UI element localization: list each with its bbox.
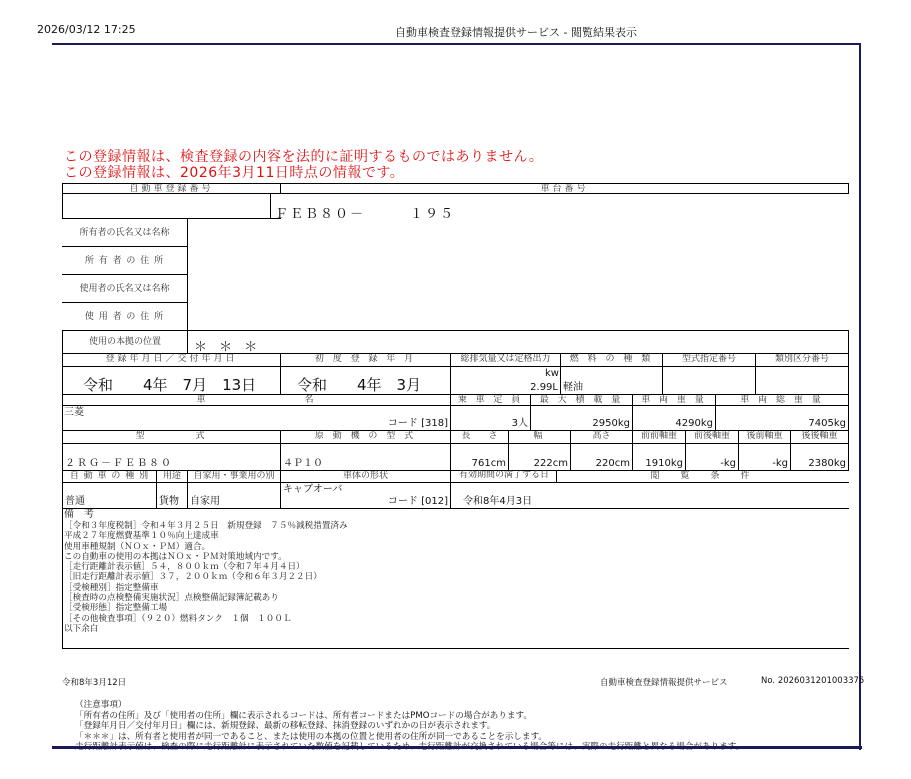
document-number: No. 20260312010033​75 [761, 676, 865, 686]
label-private: 自家用・事業用の別 [187, 470, 281, 483]
expiry-value: 令和8年4月3日 [463, 496, 533, 507]
notes [75, 700, 744, 753]
value-expiry [450, 482, 557, 509]
remarks-list [64, 521, 348, 634]
value-height [570, 443, 633, 471]
label-user-addr: 使 用 者 の 住 所 [62, 302, 188, 331]
label-height: 高さ [570, 430, 633, 444]
label-gross-weight: 車 両 総 重 量 [715, 394, 849, 406]
value-reg-date: 令和 4年 7月 13日 [62, 366, 281, 395]
value-private [187, 482, 281, 509]
issue-date: 令和8年3月12日 [62, 678, 127, 688]
remark-line: ［受検種別］指定整備車 [64, 582, 159, 593]
label-car-name: 車 名 [62, 394, 451, 406]
model-value: ２ＲＧ－ＦＥＢ８０ [65, 458, 173, 469]
notice-line: この登録情報は、検査登録の内容を法的に証明するものではありません。 [64, 149, 544, 165]
value-fuel [560, 366, 663, 395]
label-first-reg: 初 度 登 録 年 月 [280, 353, 451, 367]
label-fuel: 燃 料 の 種 類 [560, 353, 663, 367]
label-engine: 原 動 機 の 型 式 [280, 430, 451, 444]
value-body [280, 482, 451, 509]
remark-line: この自動車の使用の本拠はＮＯｘ・ＰＭ対策地域内です。 [64, 551, 287, 562]
remark-line: 以下余白 [64, 623, 99, 634]
capacity-value: 3人 [511, 418, 528, 429]
value-gross-weight [715, 405, 849, 431]
length-value: 761cm [471, 458, 506, 469]
label-capacity: 乗 車 定 員 [450, 394, 531, 406]
value-rf-axle [738, 443, 791, 471]
label-model: 型 式 [62, 430, 281, 444]
label-width: 幅 [508, 430, 571, 444]
label-fr-axle: 前後軸重 [685, 430, 739, 444]
label-rf-axle: 後前軸重 [738, 430, 791, 444]
car-code: コード [318] [387, 418, 448, 429]
print-datetime: 2026/03/12 17:25 [37, 23, 136, 36]
value-engine [280, 443, 451, 471]
label-length: 長 さ [450, 430, 509, 444]
value-displacement [450, 366, 561, 395]
value-class-no [755, 366, 849, 395]
rr-axle-value: 2380kg [808, 458, 846, 469]
value-reg-no [62, 193, 281, 219]
body-code: コード [012] [387, 496, 448, 507]
width-value: 222cm [533, 458, 568, 469]
value-view-conditions [556, 482, 849, 509]
remark-line: ［走行距離計表示値］５４，８００ｋｍ（令和７年４月４日） [64, 562, 305, 573]
body-value: キャブオーバ [283, 484, 343, 495]
label-class-no: 類別区分番号 [755, 353, 849, 367]
label-reg-date: 登録年月日／交付年月日 [62, 353, 281, 367]
label-kind: 自 動 車 の 種 別 [62, 470, 157, 483]
notes-title: （注意事項） [75, 700, 127, 710]
value-first-reg: 令和 4年 3月 [280, 366, 451, 395]
remark-line: 使用車種規制（ＮＯｘ・ＰＭ）適合。 [64, 541, 211, 552]
remark-line: ［旧走行距離計表示値］３７，２００ｋｍ（令和６年３月２２日） [64, 572, 322, 583]
height-value: 220cm [595, 458, 630, 469]
fr-axle-value: -kg [720, 458, 736, 469]
label-max-load: 最 大 積 載 量 [530, 394, 633, 406]
document-bottom-edge [52, 746, 862, 749]
value-length [450, 443, 509, 471]
note-line: 「所有者の住所」及び「使用者の住所」欄に表示されるコードは、所有者コードまたはPMOコードの場合があります。 [75, 710, 532, 721]
gross-weight-value: 7405kg [808, 418, 846, 429]
value-weight [632, 405, 716, 431]
value-type-no [662, 366, 756, 395]
car-name: 三菱 [64, 407, 84, 418]
kw-unit: kw [545, 368, 559, 379]
label-owner-addr: 所 有 者 の 住 所 [62, 246, 188, 275]
value-model [62, 443, 281, 471]
page-title: 自動車検査登録情報提供サービス - 閲覧結果表示 [395, 26, 637, 39]
kind-value: 普通 [65, 496, 85, 507]
label-reg-no: 自動車登録番号 [62, 183, 281, 194]
label-displacement: 総排気量又は定格出力 [450, 353, 561, 367]
rf-axle-value: -kg [772, 458, 788, 469]
value-width [508, 443, 571, 471]
weight-value: 4290kg [675, 418, 713, 429]
ff-axle-value: 1910kg [645, 458, 683, 469]
value-max-load [530, 405, 633, 431]
label-user-name: 使用者の氏名又は名称 [62, 274, 188, 303]
value-ff-axle [632, 443, 686, 471]
note-line: 「登録年月日／交付年月日」欄には、新規登録、最新の移転登録、抹消登録のいずれかの日が表示されます。 [75, 721, 496, 731]
value-base: ＊ ＊ ＊ [187, 330, 849, 354]
remark-line: ［検査時の点検整備実施状況］点検整備記録簿記載あり [64, 593, 279, 604]
label-expiry: 有効期間の満了する日 [450, 470, 557, 483]
use-value: 貨物 [159, 496, 179, 507]
private-value: 自家用 [190, 496, 220, 507]
label-rr-axle: 後後軸重 [790, 430, 849, 444]
fuel-value: 軽油 [563, 382, 583, 393]
value-fr-axle [685, 443, 739, 471]
remarks-box [62, 508, 849, 649]
value-kind [62, 482, 157, 509]
label-use: 用途 [156, 470, 188, 483]
label-chassis-no: 車台番号 [280, 183, 849, 194]
max-load-value: 2950kg [592, 418, 630, 429]
value-chassis-no: ＦＥＢ８０－ １９５ [270, 193, 849, 219]
displacement-value: 2.99L [530, 382, 558, 393]
value-capacity [450, 405, 531, 431]
remark-line: ［令和３年度税制］令和４年３月２５日 新規登録 ７５％減税措置済み [64, 521, 348, 531]
remark-line: ［その他検査事項］（９２０）燃料タンク １個 １００Ｌ [64, 613, 292, 624]
label-owner-name: 所有者の氏名又は名称 [62, 218, 188, 247]
label-ff-axle: 前前軸重 [632, 430, 686, 444]
label-base: 使用の本拠の位置 [62, 330, 188, 354]
label-body: 車体の形状 [280, 470, 451, 483]
notice-line: この登録情報は、2026年3月11日時点の情報です。 [64, 165, 405, 181]
value-rr-axle [790, 443, 849, 471]
engine-value: ４Ｐ１０ [283, 458, 323, 469]
label-type-no: 型式指定番号 [662, 353, 756, 367]
service-name: 自動車検査登録情報提供サービス [600, 678, 728, 688]
note-line: 「＊＊＊」は、所有者と使用者が同一であること、または使用の本拠の位置と使用者の住所が同一であることを示します。 [75, 731, 547, 742]
value-car-name [62, 405, 451, 431]
value-use [156, 482, 188, 509]
label-remarks: 備 考 [64, 509, 94, 520]
label-weight: 車 両 重 量 [632, 394, 716, 406]
remark-line: ［受検形態］指定整備工場 [64, 603, 168, 614]
remark-line: 平成２７年度燃費基準１０％向上達成車 [64, 531, 219, 542]
label-view-conditions: 閲 覧 条 件 [556, 470, 849, 483]
